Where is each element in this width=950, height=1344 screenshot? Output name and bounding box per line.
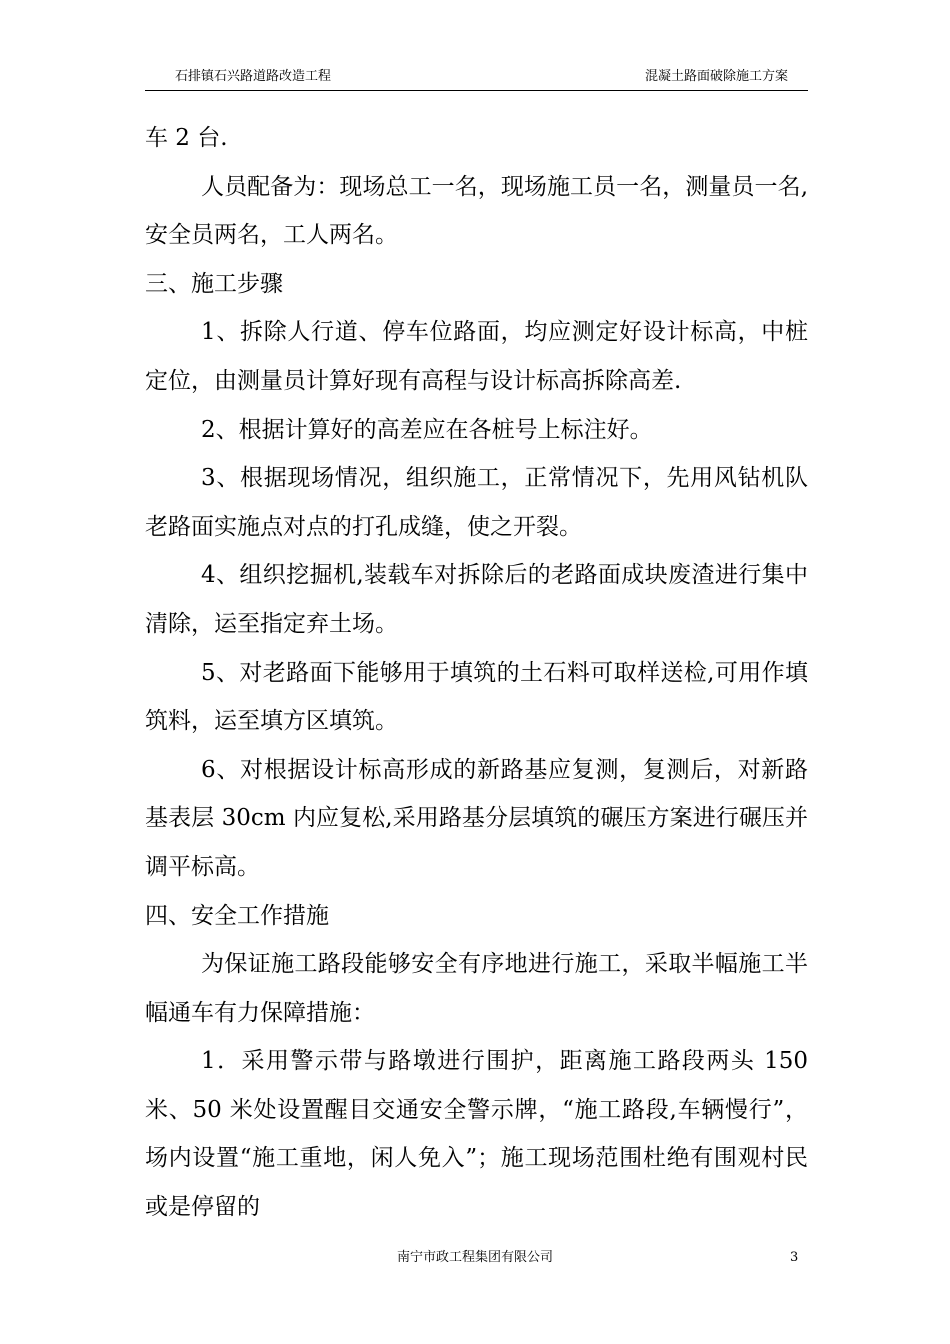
header-project-title: 石排镇石兴路道路改造工程: [175, 69, 332, 84]
page-number: 3: [790, 1250, 799, 1265]
footer-company: 南宁市政工程集团有限公司: [396, 1250, 553, 1265]
paragraph: 1．采用警示带与路墩进行围护，距离施工路段两头 150 米、50 米处设置醒目交通安全警示牌，“施工路段,车辆慢行”，场内设置“施工重地，闲人免入”；施工现场范围杜绝有围观村民或是停留的: [145, 1048, 808, 1221]
paragraph: 人员配备为：现场总工一名，现场施工员一名，测量员一名,安全员两名，工人两名。: [145, 173, 808, 249]
header-document-title: 混凝土路面破除施工方案: [644, 69, 788, 84]
paragraph: 6、对根据设计标高形成的新路基应复测，复测后，对新路基表层 30cm 内应复松,采用路基分层填筑的碾压方案进行碾压并调平标高。: [145, 756, 808, 880]
paragraph: 为保证施工路段能够安全有序地进行施工，采取半幅施工半幅通车有力保障措施：: [145, 951, 808, 1026]
paragraph: 四、安全工作措施: [145, 902, 329, 929]
page-header: [145, 68, 808, 91]
paragraph: 5、对老路面下能够用于填筑的土石料可取样送检,可用作填筑料，运至填方区填筑。: [145, 659, 808, 735]
paragraph: 3、根据现场情况，组织施工，正常情况下，先用风钻机队老路面实施点对点的打孔成缝，使之开裂。: [145, 465, 808, 540]
paragraph: 车 2 台.: [145, 125, 228, 151]
paragraph: 1、拆除人行道、停车位路面，均应测定好设计标高，中桩定位，由测量员计算好现有高程与设计标高拆除高差.: [145, 319, 808, 394]
paragraph: 2、根据计算好的高差应在各桩号上标注好。: [201, 416, 653, 443]
document-body: [145, 114, 808, 1232]
paragraph: 4、组织挖掘机,装载车对拆除后的老路面成块废渣进行集中清除，运至指定弃土场。: [145, 562, 808, 637]
paragraph: 三、施工步骤: [145, 270, 283, 297]
